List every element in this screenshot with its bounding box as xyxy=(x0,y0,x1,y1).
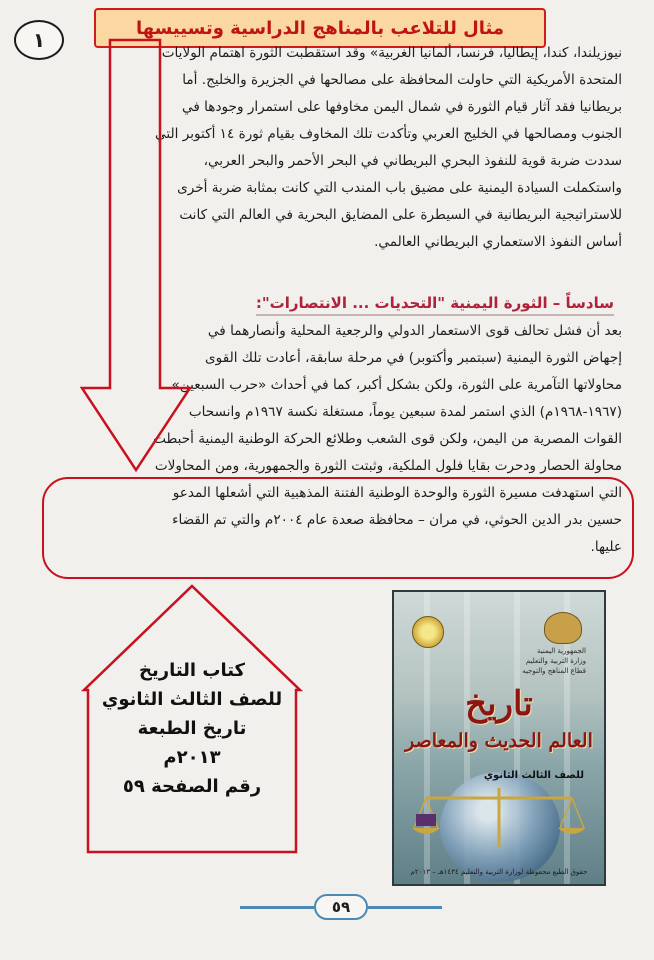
cover-title-sub: العالم الحديث والمعاصر xyxy=(405,730,593,752)
text-line: إجهاض الثورة اليمنية (سبتمبر وأكتوبر) في مرحلة سابقة، أعادت تلك القوى xyxy=(205,350,622,366)
text-line: سددت ضربة قوية للنفوذ البحري البريطاني في البحر الأحمر والبحر العربي، xyxy=(203,153,622,169)
page-number-text: ٥٩ xyxy=(331,898,351,916)
note-line: كتاب التاريخ xyxy=(138,660,246,681)
cover-grade: للصف الثالث الثانوي xyxy=(483,770,584,781)
text-line: الجنوب ومصالحها في الخليج العربي وتأكدت تلك المخاوف بقيام ثورة ١٤ أكتوبر التي xyxy=(155,126,622,142)
text-line: المتحدة الأمريكية التي حاولت المحافظة على مصالحها في الجزيرة والخليج. أما xyxy=(182,72,622,88)
paragraph-1 xyxy=(38,40,622,256)
text-line: نيوزيلندا، كندا، إيطاليا، فرنسا، ألمانيا الغربية» وقد استقطبت الثورة اهتمام الولايات xyxy=(161,45,622,61)
cover-footer: حقوق الطبع محفوظة لوزارة التربية والتعليم ١٤٣٤هـ – ٢٠١٣م xyxy=(410,868,588,876)
book-cover xyxy=(394,592,604,884)
text-line: محاولاتها التآمرية على الثورة، ولكن بشكل أكبر، كما في أحداث «حرب السبعين» xyxy=(171,377,622,393)
text-line: بعد أن فشل تحالف قوى الاستعمار الدولي والرجعية المحلية وأنصارهما في xyxy=(207,323,622,339)
ministry-logo-icon xyxy=(412,616,444,648)
note-line: رقم الصفحة ٥٩ xyxy=(122,776,262,797)
page-badge-number: ١ xyxy=(32,28,46,52)
section-heading: سادساً – الثورة اليمنية "التحديات ... الانتصارات": xyxy=(256,294,614,316)
paragraph-2 xyxy=(38,318,622,561)
note-line: ٢٠١٣م xyxy=(163,747,221,768)
text-line: عليها. xyxy=(590,539,622,555)
text-line: (١٩٦٧-١٩٦٨م) الذي استمر لمدة سبعين يوماً، مستغلة نكسة ١٩٦٧م وانسحاب xyxy=(188,404,622,420)
note-line: للصف الثالث الثانوي xyxy=(101,689,283,710)
note-line: تاريخ الطبعة xyxy=(137,718,247,739)
banner-title: مثال للتلاعب بالمناهج الدراسية وتسييسها xyxy=(135,17,505,39)
text-line: واستكملت السيادة اليمنية على مضيق باب المندب التي كانت بمثابة ضربة أخرى xyxy=(177,180,622,196)
cover-title-main: تاريخ xyxy=(465,684,533,724)
scales-icon xyxy=(406,778,592,858)
eagle-emblem-icon xyxy=(544,612,582,644)
text-line: القوات المصرية من اليمن، ولكن قوى الشعب وطلائع الحركة الوطنية اليمنية أحبطت xyxy=(153,431,622,447)
text-line: محاولة الحصار ودحرت بقايا فلول الملكية، وثبتت الثورة والجمهورية، ومن المحاولات xyxy=(154,458,622,474)
page-number-rule-left xyxy=(240,906,314,909)
text-line: للاستراتيجية البريطانية في السيطرة على المضايق البحرية في العالم التي كانت xyxy=(179,207,622,223)
source-note xyxy=(84,650,300,850)
page-number-rule-right xyxy=(368,906,442,909)
text-line: حسين بدر الدين الحوثي، في مران – محافظة صعدة عام ٢٠٠٤م والتي تم القضاء xyxy=(172,512,622,528)
text-line: بريطانيا فقد آثار قيام الثورة في شمال اليمن مخاوفها على استمرار وجودها في xyxy=(182,99,622,115)
text-line: أساس النفوذ الاستعماري البريطاني العالمي. xyxy=(374,234,622,250)
page-number xyxy=(314,894,368,920)
text-line: التي استهدفت مسيرة الثورة والوحدة الوطنية الفتنة المذهبية التي أشعلها المدعو xyxy=(172,485,622,501)
cover-ministry: الجمهورية اليمنية وزارة التربية والتعليم قطاع المناهج والتوجيه xyxy=(522,647,586,675)
